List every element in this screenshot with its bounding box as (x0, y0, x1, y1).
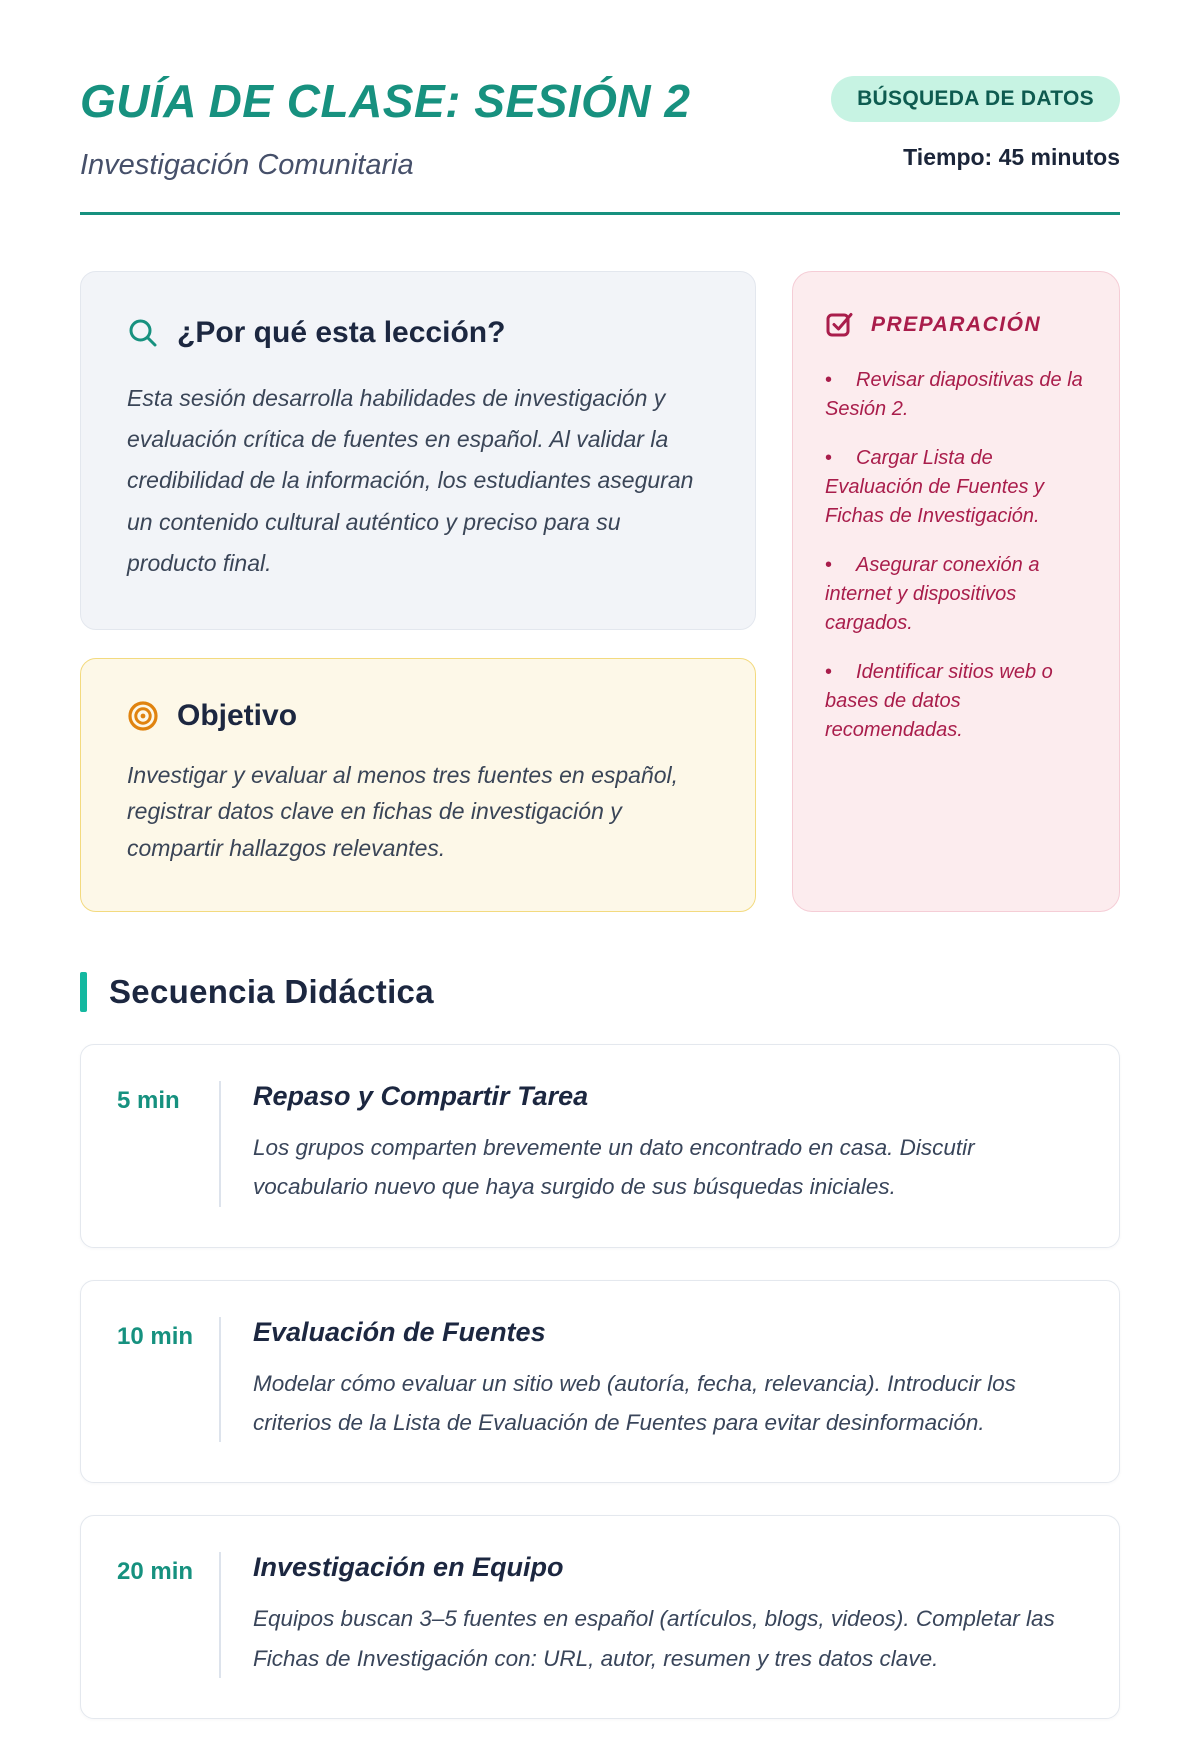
header (80, 76, 1120, 182)
objective-heading (127, 699, 709, 733)
step-content (253, 1552, 1079, 1678)
step-description: Modelar cómo evaluar un sitio web (autoría, fecha, relevancia). Introducir los criterios de la Lista de Evaluación de Fuentes para evitar desinformación. (253, 1370, 1016, 1436)
step-time: 5 min (117, 1086, 180, 1114)
why-lesson-body: Esta sesión desarrolla habilidades de investigación y evaluación crítica de fuentes en español. Al validar la credibilidad de la información, los estudiantes aseguran un contenido cultural auténtico y preciso para su producto final. (127, 384, 694, 577)
why-lesson-title: ¿Por qué esta lección? (177, 315, 506, 349)
sequence-section-header (80, 972, 1120, 1012)
bullet-glyph: • (825, 553, 833, 576)
sequence-step-card (80, 1280, 1120, 1484)
step-description: Los grupos comparten brevemente un dato encontrado en casa. Discutir vocabulario nuevo que haya surgido de sus búsquedas iniciales. (253, 1134, 975, 1200)
step-time: 20 min (117, 1558, 194, 1586)
preparation-item (825, 444, 1087, 531)
step-title: Investigación en Equipo (253, 1552, 564, 1583)
section-accent-bar (80, 972, 87, 1012)
left-column (80, 271, 756, 912)
sequence-step-card (80, 1515, 1120, 1719)
step-title: Repaso y Compartir Tarea (253, 1080, 589, 1111)
sequence-step-card (80, 1044, 1120, 1248)
preparation-card (792, 271, 1120, 912)
checkbox-check-icon (825, 310, 855, 340)
preparation-item-text: Revisar diapositivas de la Sesión 2. (825, 368, 1083, 420)
preparation-item (825, 658, 1087, 745)
page-subtitle: Investigación Comunitaria (80, 148, 414, 181)
preparation-item (825, 366, 1087, 424)
step-divider (219, 1552, 221, 1678)
page-title: GUÍA DE CLASE: SESIÓN 2 (80, 75, 691, 127)
objective-body: Investigar y evaluar al menos tres fuentes en español, registrar datos clave en fichas de investigación y compartir hallazgos relevantes. (127, 761, 679, 862)
objective-title: Objetivo (177, 698, 298, 732)
magnifier-icon (127, 317, 159, 349)
preparation-item-text: Cargar Lista de Evaluación de Fuentes y Fichas de Investigación. (825, 446, 1045, 527)
bullet-glyph: • (825, 446, 833, 469)
header-left (80, 76, 690, 182)
preparation-item (825, 551, 1087, 638)
header-right (831, 76, 1120, 171)
topic-badge: BÚSQUEDA DE DATOS (831, 76, 1120, 122)
step-description: Equipos buscan 3–5 fuentes en español (artículos, blogs, videos). Completar las Fichas de Investigación con: URL, autor, resumen y tres datos clave. (253, 1606, 1055, 1671)
step-divider (219, 1317, 221, 1443)
preparation-heading (825, 310, 1087, 340)
total-time-label: Tiempo: 45 minutos (903, 144, 1120, 170)
target-icon (127, 700, 159, 732)
preparation-item-text: Asegurar conexión a internet y dispositivos cargados. (825, 553, 1040, 634)
step-content (253, 1317, 1079, 1443)
step-time: 10 min (117, 1322, 194, 1350)
preparation-title: PREPARACIÓN (871, 312, 1042, 336)
header-divider (80, 212, 1120, 215)
sequence-section-title: Secuencia Didáctica (109, 972, 434, 1010)
why-lesson-card (80, 271, 756, 630)
preparation-item-text: Identificar sitios web o bases de datos recomendadas. (825, 660, 1053, 741)
bullet-glyph: • (825, 368, 833, 391)
main-columns (80, 271, 1120, 912)
step-divider (219, 1081, 221, 1207)
step-title: Evaluación de Fuentes (253, 1316, 546, 1347)
bullet-glyph: • (825, 660, 833, 683)
why-lesson-heading (127, 316, 709, 350)
preparation-list (825, 366, 1087, 745)
objective-card (80, 658, 756, 912)
step-content (253, 1081, 1079, 1207)
